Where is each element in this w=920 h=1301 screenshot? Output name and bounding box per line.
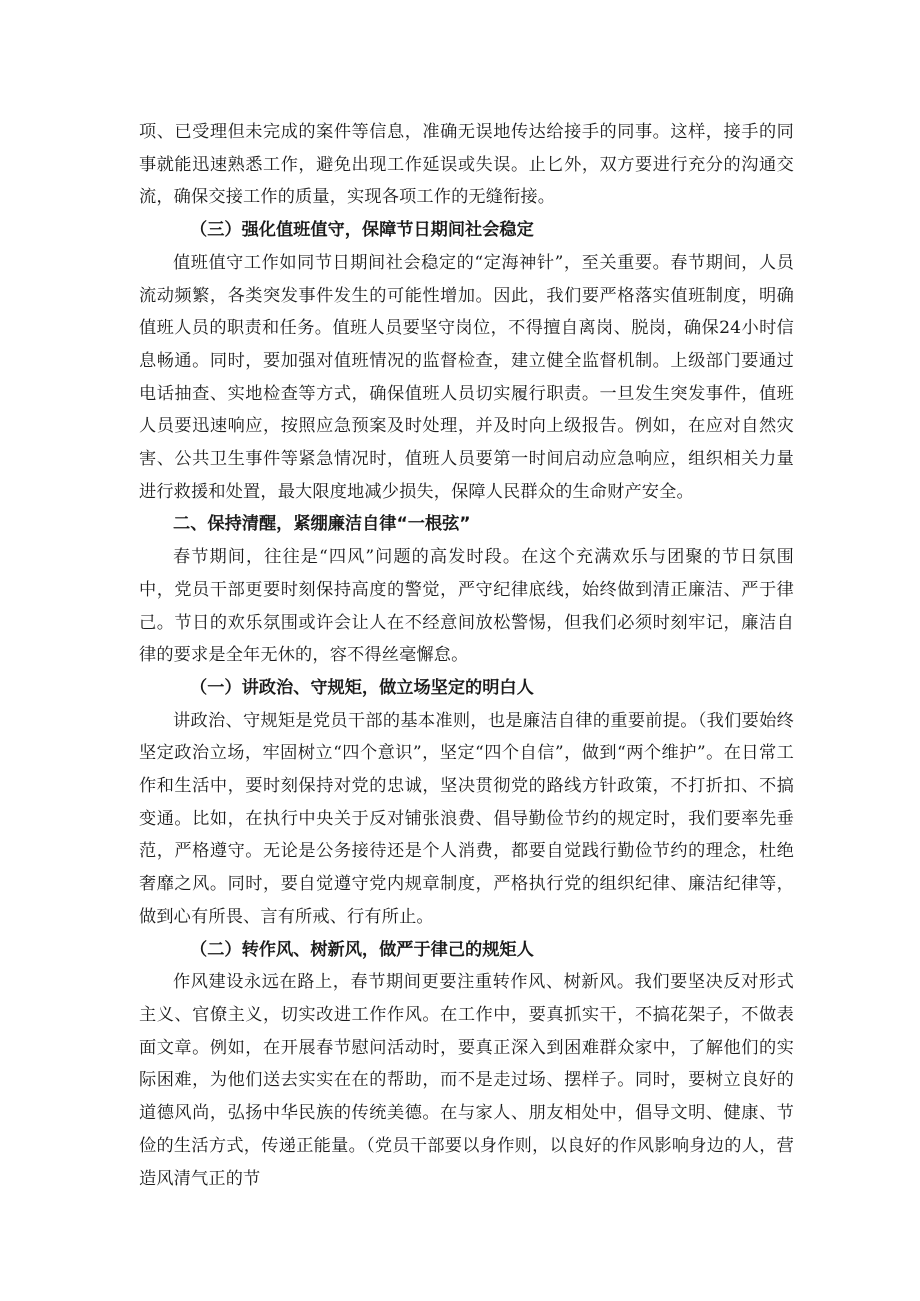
document-page — [139, 116, 794, 1195]
chapter-heading-integrity: 二、保持清醒，紧绷廉洁自律“一根弦” — [173, 514, 471, 535]
paragraph-politics-rules: 讲政治、守规矩是党员干部的基本准则，也是廉洁自律的重要前提。（我们要始终坚定政治立场，牢固树立“四个意识”，坚定“四个自信”，做到“两个维护”。在日常工作和生活中，要时刻保持对党的忠诚，坚决贯彻党的路线方针政策，不打折扣、不搞变通。比如，在执行中央关于反对铺张浪费、倡导勤俭节约的规定时，我们要率先垂范，严格遵守。无论是公务接待还是个人消费，都要自觉践行勤俭节约的理念，杜绝奢靡之风。同时，要自觉遵守党内规章制度，严格执行党的组织纪律、廉洁纪律等，做到心有所畏、言有所戒、行有所止。 — [139, 710, 794, 927]
paragraph-duty-watch: 值班值守工作如同节日期间社会稳定的“定海神针”，至关重要。春节期间，人员流动频繁，各类突发事件发生的可能性增加。因此，我们要严格落实值班制度，明确值班人员的职责和任务。值班人员要坚守岗位，不得擅自离岗、脱岗，确保24小时信息畅通。同时，要加强对值班情况的监督检查，建立健全监督机制。上级部门要通过电话抽查、实地检查等方式，确保值班人员切实履行职责。一旦发生突发事件，值班人员要迅速响应，按照应急预案及时处理，并及时向上级报告。例如，在应对自然灾害、公共卫生事件等紧急情况时，值班人员要第一时间启动应急响应，组织相关力量进行救援和处置，最大限度地减少损失，保障人民群众的生命财产安全。 — [139, 252, 794, 502]
section-heading-work-style: （二）转作风、树新风，做严于律己的规矩人 — [190, 939, 534, 960]
paragraph-four-winds: 春节期间，往往是“四风”问题的高发时段。在这个充满欢乐与团聚的节日氛围中，党员干部更要时刻保持高度的警觉，严守纪律底线，始终做到清正廉洁、严于律己。节日的欢乐氛围或许会让人在不经意间放松警惕，但我们必须时刻牢记，廉洁自律的要求是全年无休的，容不得丝毫懈怠。 — [139, 547, 794, 666]
paragraph-work-style: 作风建设永远在路上，春节期间更要注重转作风、树新风。我们要坚决反对形式主义、官僚主义，切实改进工作作风。在工作中，要真抓实干，不搞花架子，不做表面文章。例如，在开展春节慰问活动时，要真正深入到困难群众家中，了解他们的实际困难，为他们送去实实在在的帮助，而不是走过场、摆样子。同时，要树立良好的道德风尚，弘扬中华民族的传统美德。在与家人、朋友相处中，倡导文明、健康、节俭的生活方式，传递正能量。（党员干部要以身作则，以良好的作风影响身边的人，营造风清气正的节 — [139, 972, 794, 1189]
section-heading-politics-rules: （一）讲政治、守规矩，做立场坚定的明白人 — [190, 677, 534, 698]
paragraph-handover-continued: 项、已受理但未完成的案件等信息，准确无误地传达给接手的同事。这样，接手的同事就能迅速熟悉工作，避免出现工作延误或失误。止匕外，双方要进行充分的沟通交流，确保交接工作的质量，实现各项工作的无缝衔接。 — [139, 122, 794, 208]
section-heading-duty-watch: （三）强化值班值守，保障节日期间社会稳定 — [190, 220, 534, 241]
